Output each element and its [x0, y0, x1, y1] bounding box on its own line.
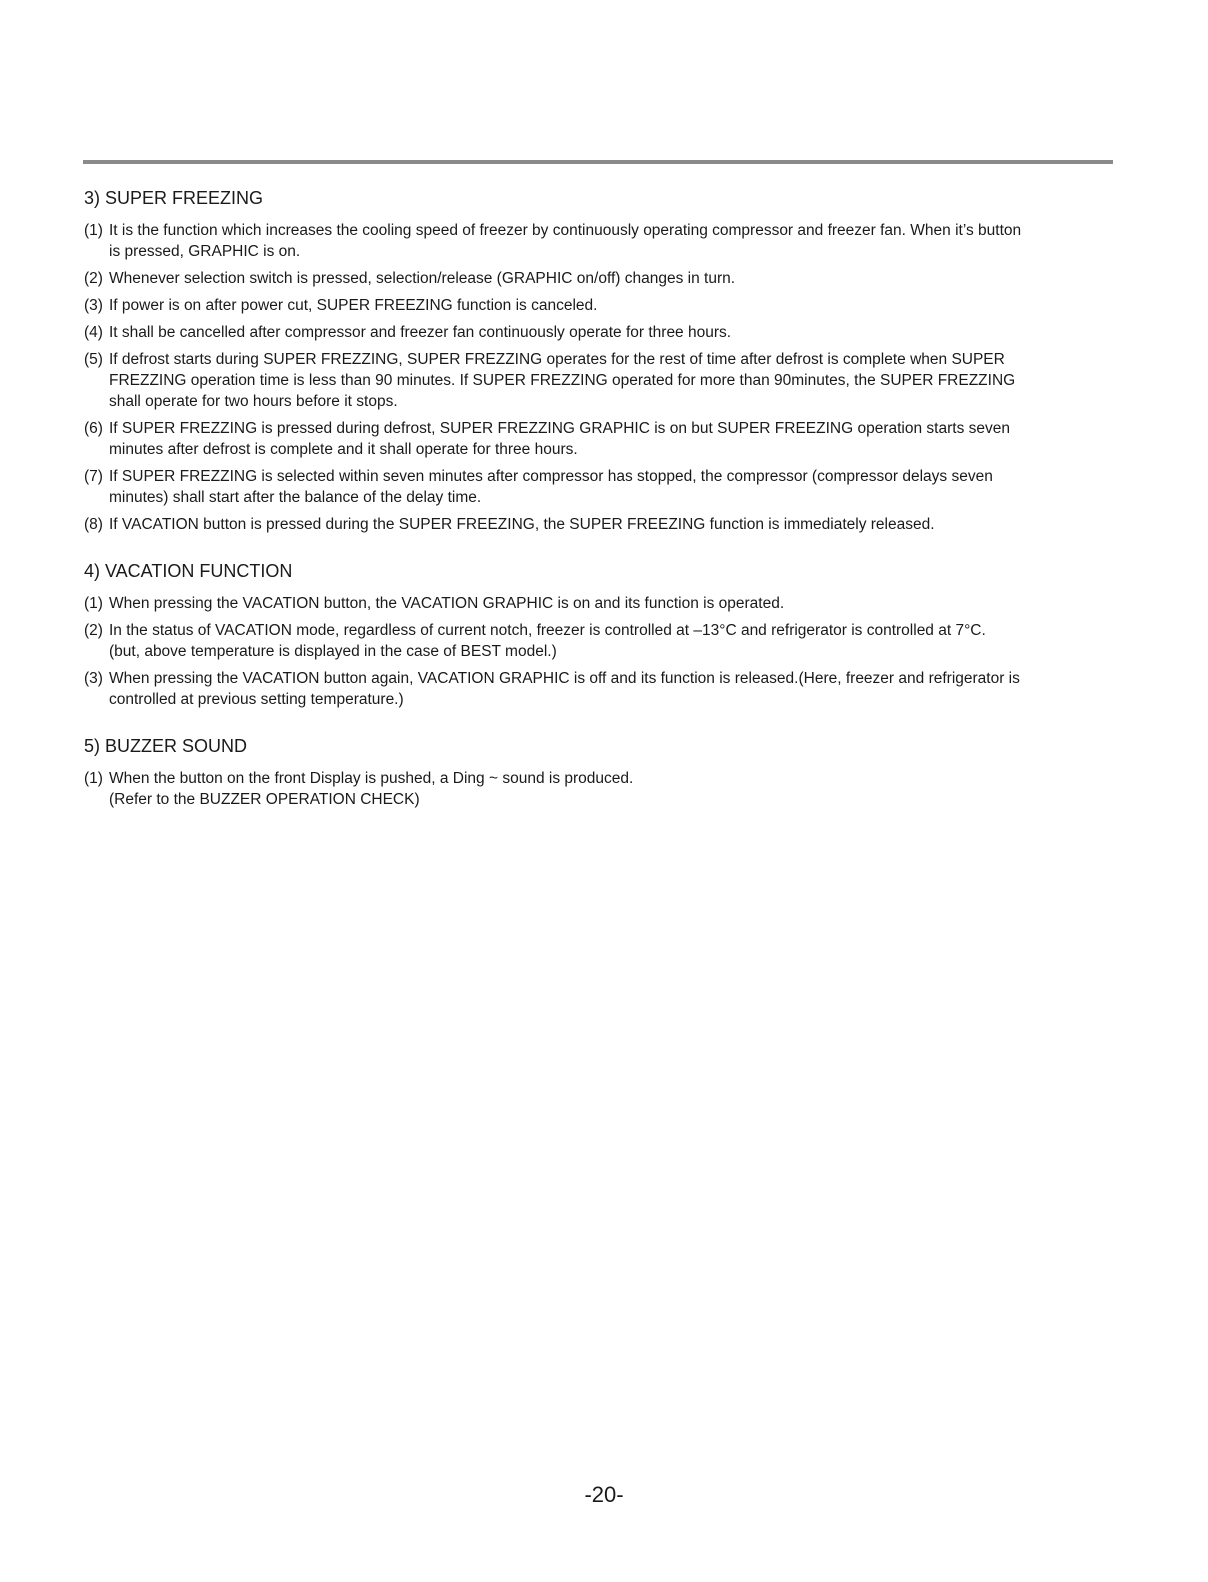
list-item	[84, 418, 1114, 460]
list-item	[84, 768, 1114, 810]
item-number: (2)	[84, 270, 103, 287]
item-line: shall operate for two hours before it stops.	[109, 393, 398, 410]
item-text	[109, 349, 1114, 412]
item-number: (8)	[84, 516, 103, 533]
item-number: (4)	[84, 324, 103, 341]
item-line: If defrost starts during SUPER FREZZING, SUPER FREZZING operates for the rest of time after defrost is complete when SUPER	[109, 351, 1005, 368]
document-body	[84, 186, 1114, 816]
item-number: (3)	[84, 670, 103, 687]
item-text	[109, 268, 1114, 289]
item-text	[109, 466, 1114, 508]
list-item	[84, 466, 1114, 508]
item-line: minutes after defrost is complete and it shall operate for three hours.	[109, 441, 578, 458]
item-text	[109, 620, 1114, 662]
list-item	[84, 620, 1114, 662]
page-number: -20-	[584, 1482, 624, 1507]
section-title: 3) SUPER FREEZING	[84, 188, 264, 208]
item-text	[109, 768, 1114, 810]
item-line: When the button on the front Display is pushed, a Ding ~ sound is produced.	[109, 770, 634, 787]
list-item	[84, 514, 1114, 535]
list-item	[84, 593, 1114, 614]
item-number: (2)	[84, 622, 103, 639]
list-item	[84, 295, 1114, 316]
list-item	[84, 668, 1114, 710]
item-line: If SUPER FREZZING is pressed during defrost, SUPER FREZZING GRAPHIC is on but SUPER FREEZING operation starts seven	[109, 420, 1010, 437]
item-text	[109, 514, 1114, 535]
item-number: (1)	[84, 595, 103, 612]
item-line: controlled at previous setting temperature.)	[109, 691, 404, 708]
item-text	[109, 593, 1114, 614]
item-number: (7)	[84, 468, 103, 485]
item-line: is pressed, GRAPHIC is on.	[109, 243, 301, 260]
item-line: (but, above temperature is displayed in the case of BEST model.)	[109, 643, 557, 660]
item-line: When pressing the VACATION button again, VACATION GRAPHIC is off and its function is released.(Here, freezer and refrigerator is	[109, 670, 1020, 687]
item-line: If VACATION button is pressed during the SUPER FREEZING, the SUPER FREEZING function is immediately released.	[109, 516, 935, 533]
item-line: When pressing the VACATION button, the VACATION GRAPHIC is on and its function is operated.	[109, 595, 785, 612]
list-item	[84, 349, 1114, 412]
item-line: In the status of VACATION mode, regardless of current notch, freezer is controlled at –13°C and refrigerator is controlled at 7°C.	[109, 622, 986, 639]
section-vacation-function	[84, 559, 1114, 710]
item-line: Whenever selection switch is pressed, selection/release (GRAPHIC on/off) changes in turn.	[109, 270, 736, 287]
item-number: (1)	[84, 222, 103, 239]
item-text	[109, 220, 1114, 262]
item-line: FREZZING operation time is less than 90 minutes. If SUPER FREZZING operated for more than 90minutes, the SUPER FREZZING	[109, 372, 1016, 389]
item-line: minutes) shall start after the balance of the delay time.	[109, 489, 482, 506]
item-line: If SUPER FREZZING is selected within seven minutes after compressor has stopped, the compressor (compressor delays seven	[109, 468, 993, 485]
list-item	[84, 322, 1114, 343]
item-text	[109, 295, 1114, 316]
list-item	[84, 220, 1114, 262]
section-buzzer-sound	[84, 734, 1114, 810]
item-number: (5)	[84, 351, 103, 368]
item-text	[109, 322, 1114, 343]
header-rule	[83, 160, 1113, 164]
section-title: 5) BUZZER SOUND	[84, 736, 248, 756]
item-line: It shall be cancelled after compressor and freezer fan continuously operate for three hours.	[109, 324, 732, 341]
item-line: If power is on after power cut, SUPER FREEZING function is canceled.	[109, 297, 598, 314]
section-title: 4) VACATION FUNCTION	[84, 561, 293, 581]
list-item	[84, 268, 1114, 289]
item-text	[109, 418, 1114, 460]
item-number: (3)	[84, 297, 103, 314]
item-number: (6)	[84, 420, 103, 437]
item-line: It is the function which increases the cooling speed of freezer by continuously operating compressor and freezer fan. When it’s button	[109, 222, 1022, 239]
item-number: (1)	[84, 770, 103, 787]
item-line: (Refer to the BUZZER OPERATION CHECK)	[109, 791, 420, 808]
section-super-freezing	[84, 186, 1114, 535]
item-text	[109, 668, 1114, 710]
